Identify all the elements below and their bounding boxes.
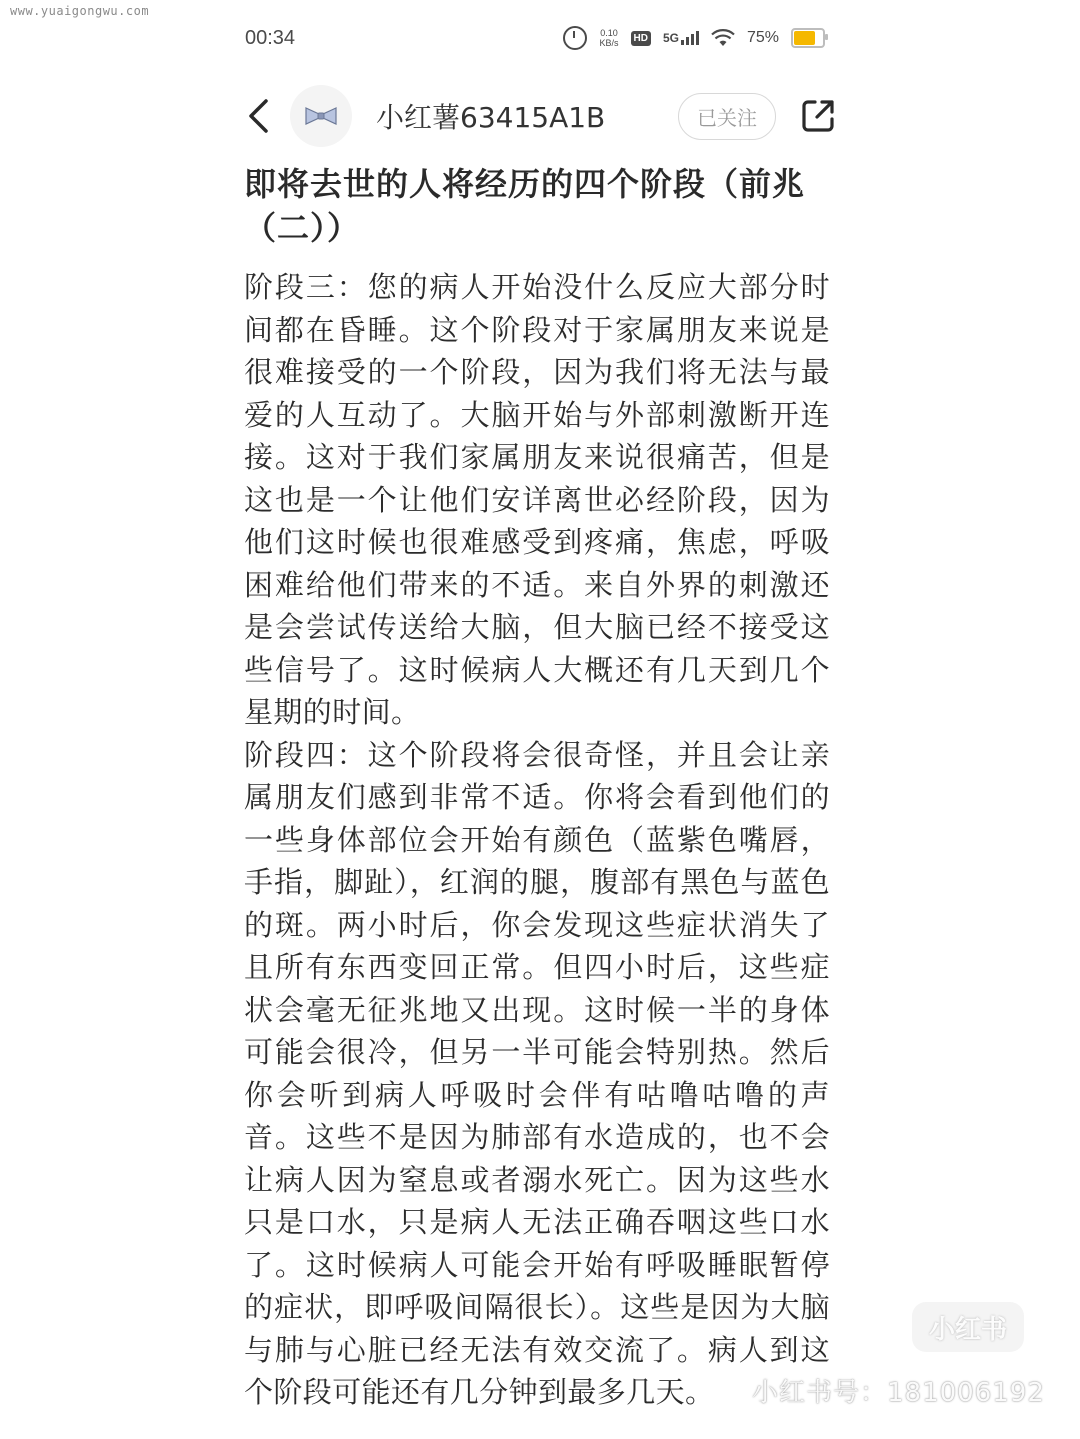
share-icon bbox=[800, 98, 836, 134]
hd-icon: HD bbox=[631, 31, 651, 46]
network-speed-unit: KB/s bbox=[599, 38, 619, 48]
author-username[interactable]: 小红薯63415A1B bbox=[376, 101, 606, 134]
network-speed-value: 0.10 bbox=[600, 28, 618, 38]
xiaohongshu-logo-watermark: 小红书 bbox=[912, 1302, 1024, 1352]
xiaohongshu-id-watermark: 小红书号：181006192 bbox=[752, 1378, 1045, 1408]
cellular-signal-icon bbox=[663, 31, 699, 45]
follow-button[interactable]: 已关注 bbox=[678, 93, 776, 140]
post-title: 即将去世的人将经历的四个阶段（前兆（二）） bbox=[244, 165, 806, 247]
battery-icon bbox=[791, 28, 825, 48]
site-watermark: www.yuaigongwu.com bbox=[10, 4, 150, 18]
post-paragraph: 阶段四：这个阶段将会很奇怪，并且会让亲属朋友们感到非常不适。你将会看到他们的一些身体部位会开始有颜色（蓝紫色嘴唇，手指，脚趾），红润的腿，腹部有黑色与蓝色的斑。两小时后，你会发现这些症状消失了且所有东西变回正常。但四小时后，这些症状会毫无征兆地又出现。这时候一半的身体可能会很冷，但另一半可能会特别热。然后你会听到病人呼吸时会伴有咕噜咕噜的声音。这些不是因为肺部有水造成的，也不会让病人因为窒息或者溺水死亡。因为这些水只是口水，只是病人无法正确吞咽这些口水了。这时候病人可能会开始有呼吸睡眠暂停的症状，即呼吸间隔很长）。这些是因为大脑与肺与心脏已经无法有效交流了。病人到这个阶段可能还有几分钟到最多几天。 bbox=[244, 737, 830, 1409]
status-bar bbox=[245, 20, 825, 56]
status-time: 00:34 bbox=[245, 26, 296, 49]
network-speed bbox=[599, 28, 618, 48]
back-button[interactable] bbox=[238, 86, 278, 146]
chevron-left-icon bbox=[246, 98, 270, 134]
alarm-icon bbox=[563, 26, 587, 50]
post-paragraph: 阶段三：您的病人开始没什么反应大部分时间都在昏睡。这个阶段对于家属朋友来说是很难接受的一个阶段，因为我们将无法与最爱的人互动了。大脑开始与外部刺激断开连接。这对于我们家属朋友来说很痛苦，但是这也是一个让他们安详离世必经阶段，因为他们这时候也很难感受到疼痛，焦虑，呼吸困难给他们带来的不适。来自外界的刺激还是会尝试传送给大脑，但大脑已经不接受这些信号了。这时候病人大概还有几天到几个星期的时间。 bbox=[244, 270, 830, 729]
post-header bbox=[238, 82, 838, 150]
network-type-label: 5G bbox=[662, 31, 679, 45]
share-button[interactable] bbox=[798, 96, 838, 136]
battery-level-fill bbox=[794, 31, 815, 45]
avatar[interactable] bbox=[290, 85, 352, 147]
post-body bbox=[244, 266, 830, 1414]
battery-percent: 75% bbox=[746, 29, 779, 46]
bow-tie-icon bbox=[304, 106, 338, 126]
wifi-icon bbox=[711, 29, 735, 47]
status-icons bbox=[563, 26, 825, 50]
